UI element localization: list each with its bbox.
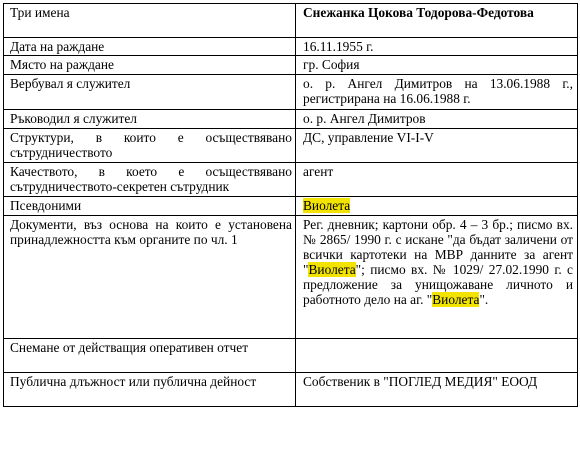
field-label: Място на раждане — [4, 56, 296, 75]
recruiter-value: о. р. Ангел Димитров на 13.06.1988 г., регистрирана на 16.06.1988 г. — [296, 75, 578, 110]
field-label: Документи, въз основа на които е установена принадлежността към органите по чл. 1 — [4, 216, 296, 339]
table-row-pseudonyms — [4, 197, 578, 216]
handler-value: о. р. Ангел Димитров — [296, 110, 578, 129]
removal-value — [296, 339, 578, 373]
document-page — [3, 3, 577, 407]
documents-text: "; писмо вх. № 1029/ 27.02.1990 г. с предложение за унищожаване личното и работното дело на аг. " — [303, 262, 573, 307]
birth-place-value: гр. София — [296, 56, 578, 75]
public-office-value: Собственик в "ПОГЛЕД МЕДИЯ" ЕООД — [296, 373, 578, 407]
documents-text: Рег. дневник; картони обр. 4 – 3 бр.; писмо вх. № 2865/ 1990 г. с искане "да бъдат заличени от всички картотеки на МВР данните за агент " — [303, 217, 573, 277]
field-label: Публична длъжност или публична дейност — [4, 373, 296, 407]
field-label: Вербувал я служител — [4, 75, 296, 110]
table-row-public-office — [4, 373, 578, 407]
table-row-structures — [4, 129, 578, 163]
documents-value — [296, 216, 578, 339]
field-label: Дата на раждане — [4, 38, 296, 56]
table-row-handler — [4, 110, 578, 129]
table-row-removal — [4, 339, 578, 373]
capacity-value: агент — [296, 163, 578, 197]
table-row-full-name — [4, 4, 578, 38]
documents-text: ". — [479, 292, 489, 307]
field-label: Псевдоними — [4, 197, 296, 216]
field-label: Ръководил я служител — [4, 110, 296, 129]
info-table — [3, 3, 578, 407]
birth-date-value: 16.11.1955 г. — [296, 38, 578, 56]
highlighted-pseudonym: Виолета — [432, 292, 480, 307]
field-label: Качеството, в което е осъществявано сътрудничеството-секретен сътрудник — [4, 163, 296, 197]
table-row-birth-date — [4, 38, 578, 56]
table-row-capacity — [4, 163, 578, 197]
full-name-value: Снежанка Цокова Тодорова-Федотова — [296, 4, 578, 38]
table-row-recruiter — [4, 75, 578, 110]
field-label: Три имена — [4, 4, 296, 38]
field-label: Снемане от действащия оперативен отчет — [4, 339, 296, 373]
highlighted-pseudonym: Виолета — [308, 262, 356, 277]
table-row-birth-place — [4, 56, 578, 75]
pseudonym-value — [296, 197, 578, 216]
structures-value: ДС, управление VI-I-V — [296, 129, 578, 163]
table-row-documents — [4, 216, 578, 339]
field-label: Структури, в които е осъществявано сътрудничеството — [4, 129, 296, 163]
highlighted-pseudonym: Виолета — [303, 198, 351, 213]
